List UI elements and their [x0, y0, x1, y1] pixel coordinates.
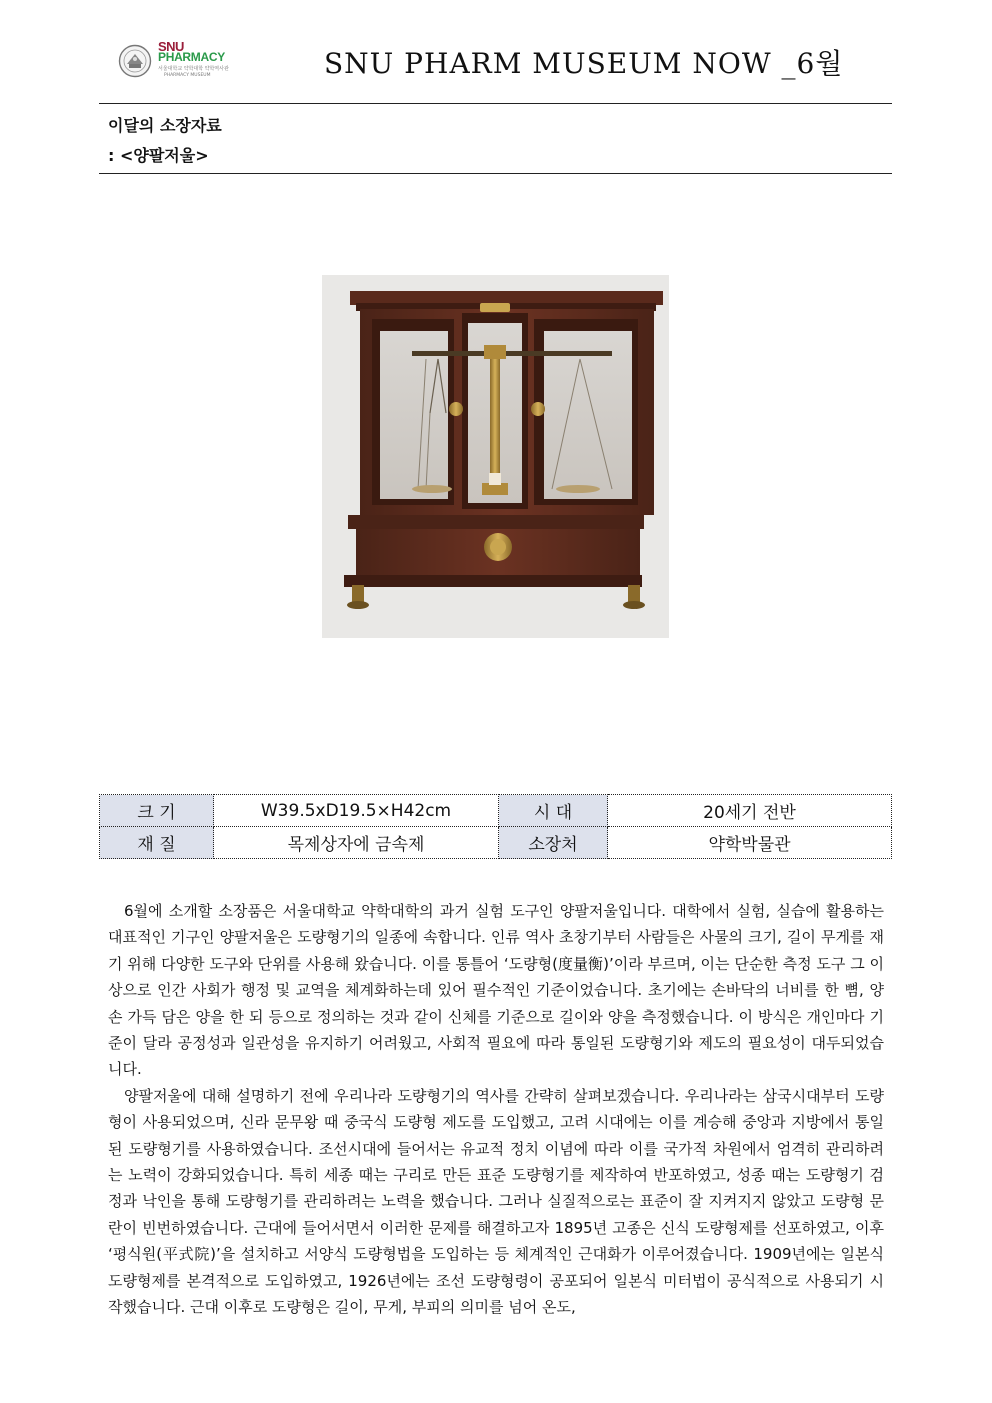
section-divider — [99, 173, 892, 174]
section-title: 이달의 소장자료 — [108, 116, 222, 135]
size-label: 크 기 — [100, 795, 214, 827]
table-row — [100, 827, 892, 859]
balance-scale-photo — [322, 275, 669, 638]
paragraph-2: 양팔저울에 대해 설명하기 전에 우리나라 도량형기의 역사를 간략히 살펴보겠습니다. 우리나라는 삼국시대부터 도량형이 사용되었으며, 신라 문무왕 때 중국식 도량형 제도를 도입했고, 고려 시대에는 이를 계승해 중앙과 지방에서 통일된 도량형기를 사용하였습니다. 조선시대에 들어서는 유교적 정치 이념에 따라 이를 국가적 차원에서 엄격히 관리하려는 노력이 강화되었습니다. 특히 세종 때는 구리로 만든 표준 도량형기를 제작하여 반포하였고, 성종 때는 도량형기 검정과 낙인을 통해 도량형기를 관리하려는 노력을 했습니다. 그러나 실질적으로는 표준이 잘 지켜지지 않았고 도량형 문란이 빈번하였습니다. 근대에 들어서면서 이러한 문제를 해결하고자 1895년 고종은 신식 도량형제를 선포하였고, 이후 ‘평식원(平式院)’을 설치하고 서양식 도량형법을 도입하는 등 체계적인 근대화가 이루어졌습니다. 1909년에는 일본식 도량형제를 본격적으로 도입하였고, 1926년에는 조선 도량형령이 공포되어 일본식 미터법이 공식적으로 사용되기 시작했습니다. 근대 이후로 도량형은 길이, 무게, 부피의 의미를 넘어 온도, — [108, 1086, 884, 1317]
owner-label: 소장처 — [499, 827, 608, 859]
material-label: 재 질 — [100, 827, 214, 859]
size-value: W39.5xD19.5×H42cm — [214, 795, 499, 827]
logo-pharmacy-text: PHARMACY — [158, 50, 225, 64]
article-body — [108, 898, 884, 1321]
era-label: 시 대 — [499, 795, 608, 827]
header-divider — [99, 103, 892, 104]
logo-subtitle: 서울대학교 약학대학 약학역사관 — [158, 66, 229, 72]
page-title: SNU PHARM MUSEUM NOW _6월 — [324, 47, 844, 80]
era-value: 20세기 전반 — [608, 795, 892, 827]
owner-value: 약학박물관 — [608, 827, 892, 859]
logo-subtitle-en: PHARMACY MUSEUM — [164, 73, 211, 78]
table-row — [100, 795, 892, 827]
material-value: 목제상자에 금속제 — [214, 827, 499, 859]
paragraph-1: 6월에 소개할 소장품은 서울대학교 약학대학의 과거 실험 도구인 양팔저울입니다. 대학에서 실험, 실습에 활용하는 대표적인 기구인 양팔저울은 도량형기의 일종에 속합니다. 인류 역사 초창기부터 사람들은 사물의 크기, 길이 무게를 재기 위해 다양한 도구와 단위를 사용해 왔습니다. 이를 통틀어 ‘도량형(度量衡)’이라 부르며, 이는 단순한 측정 도구 그 이상으로 인간 사회가 행정 및 교역을 체계화하는데 있어 필수적인 기준이었습니다. 초기에는 손바닥의 너비를 한 뼘, 양손 가득 담은 양을 한 되 등으로 정의하는 것과 같이 신체를 기준으로 길이와 양을 측정했습니다. 이 방식은 개인마다 기준이 달라 공정성과 일관성을 유지하기 어려웠고, 사회적 필요에 따라 통일된 도량형기와 제도의 필요성이 대두되었습니다. — [108, 902, 884, 1079]
section-subtitle: : <양팔저울> — [108, 146, 209, 165]
logo-snu-text: SNU — [158, 39, 184, 54]
artifact-info-table — [99, 794, 892, 859]
museum-logo — [118, 40, 228, 86]
university-emblem-icon — [118, 44, 152, 78]
